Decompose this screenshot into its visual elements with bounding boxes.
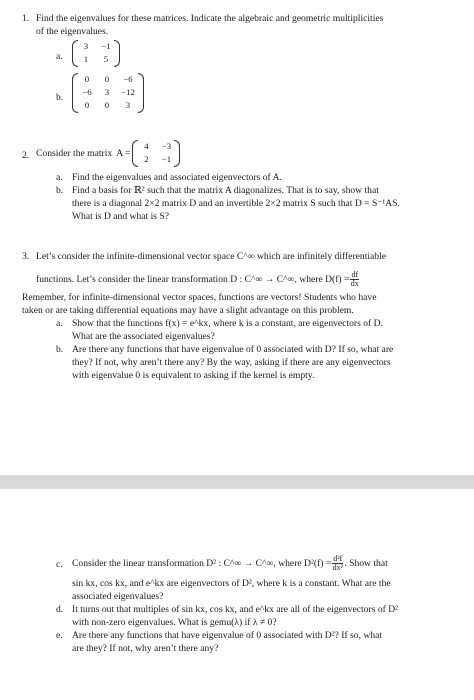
fraction-numerator: df: [351, 270, 359, 280]
matrix-entry: −3: [161, 141, 172, 151]
subpart-label: d.: [56, 603, 64, 615]
subpart-label: b.: [56, 184, 64, 196]
problem-number: 3.: [22, 251, 30, 262]
matrix-entry: −6: [82, 86, 92, 97]
fraction: [350, 271, 359, 289]
subpart-label: a.: [56, 51, 63, 63]
subpart-a: [56, 171, 452, 184]
subpart-label: b.: [56, 92, 64, 103]
subpart-label: a.: [56, 171, 63, 183]
matrix-entry: −6: [123, 74, 133, 84]
subpart-b: [56, 73, 452, 113]
problem-3: [22, 250, 452, 382]
matrix-entry: 0: [84, 99, 90, 110]
subpart-text: with eigenvalue 0 is equivalent to asking if the kernel is empty.: [72, 370, 315, 382]
matrix: [72, 73, 144, 113]
subpart-label: a.: [56, 317, 63, 329]
fraction-denominator: dx: [350, 279, 359, 289]
subpart-label: b.: [56, 344, 64, 356]
problem-text: Remember, for infinite-dimensional vector spaces, functions are vectors! Students who have: [22, 291, 377, 303]
subpart-e: [56, 629, 452, 655]
subpart-b: [56, 343, 452, 382]
problem-text: of the eigenvalues.: [36, 26, 109, 38]
matrix-entry: 3: [83, 41, 89, 52]
problem-1: [22, 12, 452, 113]
subpart-text: associated eigenvalues?: [72, 590, 164, 602]
subpart-text-segment: Consider the linear transformation D² : C^∞ → C^∞, where D²(f) =: [72, 558, 332, 570]
matrix-entry: 5: [103, 54, 109, 65]
subpart-label: c.: [56, 559, 63, 570]
matrix-entry: 3: [104, 86, 110, 97]
problem-text: Consider the matrix: [36, 147, 113, 159]
matrix-entry: 0: [104, 99, 110, 110]
problem-2: [22, 140, 452, 223]
problem-text: Find the eigenvalues for these matrices. Indicate the algebraic and geometric multiplicities: [36, 13, 384, 24]
subpart-text: with non-zero eigenvalues. What is gemu(λ) if λ ≠ 0?: [72, 616, 277, 628]
subpart-text: What are the associated eigenvalues?: [72, 330, 215, 342]
subpart-text: are they? If not, why aren’t there any?: [72, 643, 219, 655]
subpart-text: there is a diagonal 2×2 matrix D and an invertible 2×2 matrix S such that D = S⁻¹AS.: [72, 198, 400, 209]
problem-number: 2.: [22, 150, 30, 161]
subpart-label: e.: [56, 629, 63, 641]
fraction-denominator: dx²: [332, 563, 343, 573]
matrix-entry: 0: [104, 74, 110, 84]
subpart-text: Show that the functions f(x) = e^kx, where k is a constant, are eigenvectors of D.: [72, 317, 383, 329]
subpart-d: [56, 603, 452, 629]
matrix-entry: 4: [144, 141, 149, 151]
subpart-b: [56, 184, 452, 223]
problem-text-segment: functions. Let’s consider the linear transformation D : C^∞ → C^∞, where D(f) =: [36, 274, 350, 286]
subpart-text: What is D and what is S?: [72, 211, 169, 223]
matrix-entry: −1: [161, 153, 172, 164]
problem-number: 1.: [22, 13, 30, 24]
matrix: [72, 40, 120, 67]
matrix-entry: −1: [101, 41, 111, 52]
matrix-entry: −12: [121, 86, 135, 97]
subpart-a: [56, 40, 452, 67]
fraction: [332, 555, 343, 573]
subpart-text: It turns out that multiples of sin kx, cos kx, and e^kx are all of the eigenvectors of D²: [72, 603, 399, 615]
subpart-text: Are there any functions that have eigenvalue of 0 associated with D? If so, what are: [72, 344, 394, 356]
subpart-text: sin kx, cos kx, and e^kx are eigenvectors of D², where k is a constant. What are the: [72, 577, 391, 589]
problem-3-continued: [22, 555, 452, 655]
matrix-variable: A =: [116, 147, 131, 159]
matrix-entry: 1: [83, 54, 89, 65]
subpart-text: they? If not, why aren’t there any? By the way, asking if there are any eigenvectors: [72, 357, 391, 369]
matrix-entry: 0: [84, 74, 90, 84]
subpart-text: [72, 555, 452, 573]
subpart-text: Find a basis for ℝ² such that the matrix A diagonalizes. That is to say, show that: [72, 184, 379, 196]
subpart-text-segment: . Show that: [344, 558, 388, 570]
subpart-a: [56, 317, 452, 343]
subpart-text: Are there any functions that have eigenvalue of 0 associated with D²? If so, what: [72, 629, 383, 641]
subpart-text: Find the eigenvalues and associated eigenvectors of A.: [72, 171, 282, 183]
problem-text: taken or are taking differential equations may have a slight advantage on this problem.: [22, 304, 354, 316]
fraction-numerator: d²f: [333, 554, 343, 563]
matrix-entry: 2: [144, 153, 149, 164]
matrix-entry: 3: [125, 99, 131, 110]
matrix: [132, 140, 180, 167]
problem-text: Let’s consider the infinite-dimensional vector space C^∞ which are infinitely differentiable: [36, 251, 387, 262]
subpart-c: [56, 555, 452, 603]
page-break-divider: [0, 475, 474, 489]
problem-text: [36, 271, 452, 289]
